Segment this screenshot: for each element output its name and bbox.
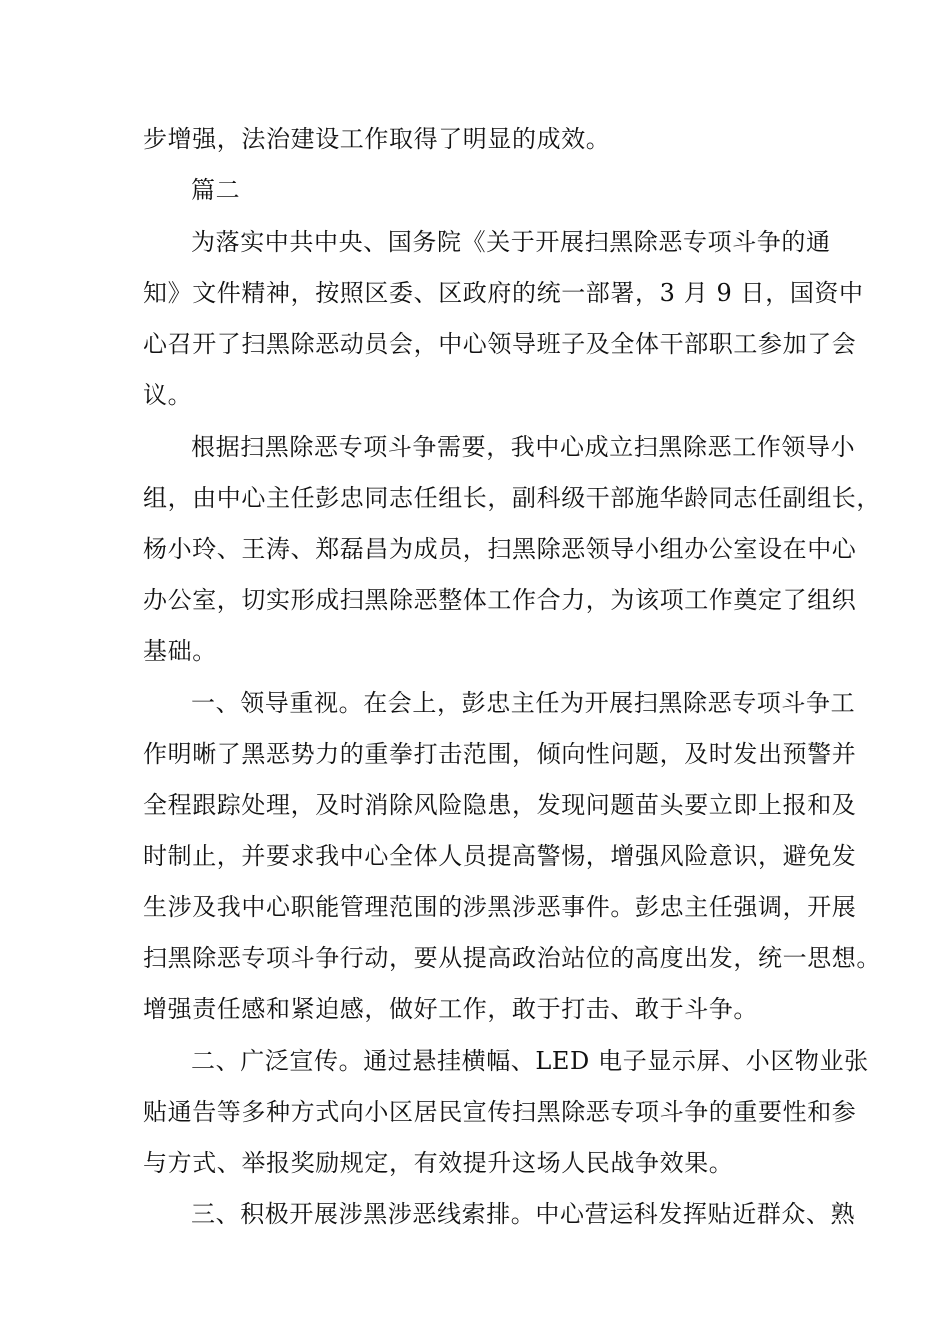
body-line: 增强责任感和紧迫感，做好工作，敢于打击、敢于斗争。: [143, 995, 758, 1023]
body-line: 组，由中心主任彭忠同志任组长，副科级干部施华龄同志任副组长，: [143, 484, 881, 512]
body-line: 为落实中共中央、国务院《关于开展扫黑除恶专项斗争的通: [191, 228, 831, 256]
body-line: 基础。: [143, 637, 217, 665]
body-line: 作明晰了黑恶势力的重拳打击范围，倾向性问题，及时发出预警并: [143, 740, 857, 768]
body-line: 办公室，切实形成扫黑除恶整体工作合力，为该项工作奠定了组织: [143, 586, 857, 614]
body-line: 贴通告等多种方式向小区居民宣传扫黑除恶专项斗争的重要性和参: [143, 1098, 857, 1126]
body-line: 议。: [143, 381, 193, 409]
body-line: 心召开了扫黑除恶动员会，中心领导班子及全体干部职工参加了会: [143, 330, 857, 358]
body-line: 扫黑除恶专项斗争行动，要从提高政治站位的高度出发，统一思想。: [143, 944, 881, 972]
body-line: 一、领导重视。在会上，彭忠主任为开展扫黑除恶专项斗争工: [191, 689, 856, 717]
body-line: 步增强，法治建设工作取得了明显的成效。: [143, 125, 611, 153]
section-heading: 篇二: [191, 176, 241, 204]
body-line: 与方式、举报奖励规定，有效提升这场人民战争效果。: [143, 1149, 734, 1177]
body-line: 生涉及我中心职能管理范围的涉黑涉恶事件。彭忠主任强调，开展: [143, 893, 857, 921]
body-line: 二、广泛宣传。通过悬挂横幅、LED 电子显示屏、小区物业张: [191, 1047, 869, 1075]
body-line: 三、积极开展涉黑涉恶线索排。中心营运科发挥贴近群众、熟: [191, 1200, 856, 1228]
body-line: 全程跟踪处理，及时消除风险隐患，发现问题苗头要立即上报和及: [143, 791, 857, 819]
body-line: 知》文件精神，按照区委、区政府的统一部署，3 月 9 日，国资中: [143, 279, 864, 307]
body-line: 根据扫黑除恶专项斗争需要，我中心成立扫黑除恶工作领导小: [191, 433, 856, 461]
body-line: 杨小玲、王涛、郑磊昌为成员，扫黑除恶领导小组办公室设在中心: [143, 535, 857, 563]
body-line: 时制止，并要求我中心全体人员提高警惕，增强风险意识，避免发: [143, 842, 857, 870]
